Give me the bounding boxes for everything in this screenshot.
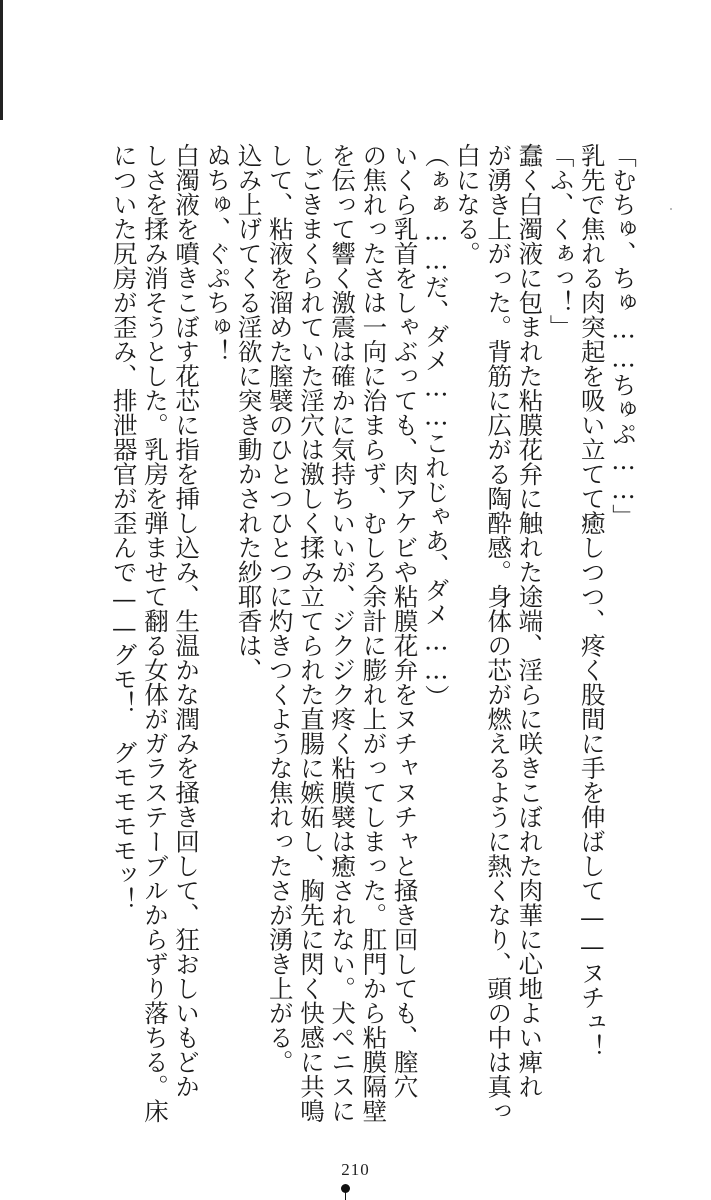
text-line: が湧き上がった。背筋に広がる陶酔感。身体の芯が燃えるように熱くなり、頭の中は真っ xyxy=(484,143,514,1123)
text-line: 乳先で焦れる肉突起を吸い立てて癒しつつ、疼く股間に手を伸ばして——ヌチュ！ xyxy=(577,143,607,1059)
text-line: （ぁぁ……だ、ダメ……これじゃあ、ダメ……） xyxy=(421,143,451,709)
page-edge-line xyxy=(0,0,3,120)
text-line: 蠢く白濁液に包まれた粘膜花弁に触れた途端、淫らに咲きこぼれた肉華に心地よい痺れ xyxy=(515,143,545,1099)
vertical-text-body xyxy=(109,143,639,1123)
text-line: を伝って響く激震は確かに気持ちいいが、ジクジク疼く粘膜襞は癒されない。犬ペニスに xyxy=(328,143,358,1123)
text-line: いくら乳首をしゃぶっても、肉アケビや粘膜花弁をヌチャヌチャと掻き回しても、膣穴 xyxy=(390,143,420,1099)
text-line: して、粘液を溜めた膣襞のひとつひとつに灼きつくような焦れったさが湧き上がる。 xyxy=(265,143,295,1074)
page-number: 210 xyxy=(341,1160,370,1179)
text-line: 白濁液を噴きこぼす花芯に指を挿し込み、生温かな潤みを掻き回して、狂おしいもどか xyxy=(172,143,202,1099)
text-line: についた尻房が歪み、排泄器官が歪んで——グモ！ グモモモモッ！ xyxy=(109,143,139,912)
text-line: 込み上げてくる淫欲に突き動かされた紗耶香は、 xyxy=(234,143,264,682)
text-line: の焦れったさは一向に治まらず、むしろ余計に膨れ上がってしまった。肛門から粘膜隔壁 xyxy=(359,143,389,1123)
page-marker-stem xyxy=(345,1190,346,1200)
text-line: しさを揉み消そうとした。乳房を弾ませて翻る女体がガラステーブルからずり落ちる。床 xyxy=(140,143,170,1123)
text-line: 「ふ、くぁっ！」 xyxy=(546,143,576,339)
text-line: しごきまくられていた淫穴は激しく揉み立てられた直腸に嫉妬し、胸先に閃く快感に共鳴 xyxy=(296,143,326,1123)
text-line: 白になる。 xyxy=(452,143,482,266)
text-line: ぬちゅ、ぐぷちゅ！ xyxy=(203,143,233,364)
text-line: 「むちゅ、ちゅ……ちゅぷ……」 xyxy=(609,143,638,529)
scan-speck xyxy=(670,208,672,210)
